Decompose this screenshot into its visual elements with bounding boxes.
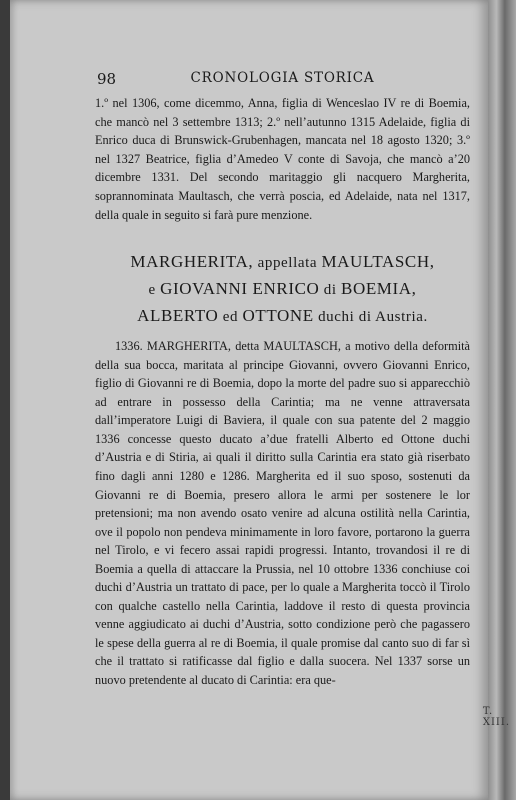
page-number: 98: [97, 70, 117, 88]
top-paragraph: 1.º nel 1306, come dicemmo, Anna, figlia di Wenceslao IV re di Boemia, che mancò nel 3 settembre 1313; 2.º nell’autunno 1315 Adelaide, figlia di Enrico duca di Brunswick-Grubenhagen, mancata nel 18 agosto 1320; 3.º nel 1327 Beatrice, figlia d’Amedeo V conte di Savoja, che mancò a’20 dicembre 1331. Del secondo maritaggio gli nacquero Margherita, soprannominata Maultasch, che verrà poscia, ed Adelaide, nata nel 1317, della quale in seguito si farà pure menzione.: [95, 96, 470, 222]
page-content: [95, 70, 470, 690]
section-title-line-3: ALBERTO ed OTTONE duchi di Austria.: [137, 306, 428, 326]
running-head: CRONOLOGIA STORICA: [190, 70, 375, 86]
body-text: [95, 337, 470, 689]
section-title-line-2: e GIOVANNI ENRICO di BOEMIA,: [148, 279, 417, 299]
book-page: [10, 0, 488, 800]
page-header: [95, 70, 470, 92]
section-title-line-1: MARGHERITA, appellata MAULTASCH,: [130, 252, 435, 272]
section-title: [95, 249, 470, 330]
body-paragraph: 1336. MARGHERITA, detta MAULTASCH, a motivo della deformità della sua bocca, maritata al principe Giovanni, ovvero Giovanni Enrico, figlio di Giovanni re di Boemia, dopo la morte del padre suo si apparecchiò ad entrare in possesso della Carintia; ma ne venne attraversata dall’imperatore Luigi di Baviera, il quale con sua patente del 2 maggio 1336 concesse questo ducato a’due fratelli Alberto ed Ottone duchi d’Austria e di Stiria, ai quali il diritto sulla Carintia era stato già riserbato fino dagli anni 1280 e 1286. Margherita ed il suo sposo, sostenuti da Giovanni re di Boemia, presero allora le armi per sostenere le lor pretensioni; ma non avendo osato venire ad alcuna ostilità nella Carintia, ove il popolo non pendeva minimamente in loro favore, portarono la guerra nel Tirolo, e vi fecero assai rapidi progressi. Intanto, trovandosi il re di Boemia a quella di attaccare la Prussia, nel 10 ottobre 1336 conchiuse coi duchi d’Austria un trattato di pace, per lo quale a Margherita toccò il Tirolo con qualche castello nella Carintia, laddove il resto di questa provincia venne aggiudicato ai duchi d’Austria, sotto condizione però che pagassero le spese della guerra al re di Boemia, il quale promise dal canto suo di far sì che il trattato si ratificasse dal figlio e dalla suocera. Nel 1337 sorse un nuovo pretendente al ducato di Carintia: era que-: [95, 339, 470, 687]
next-page-edge: [482, 0, 516, 800]
edge-label: T. XIII.: [482, 706, 510, 728]
